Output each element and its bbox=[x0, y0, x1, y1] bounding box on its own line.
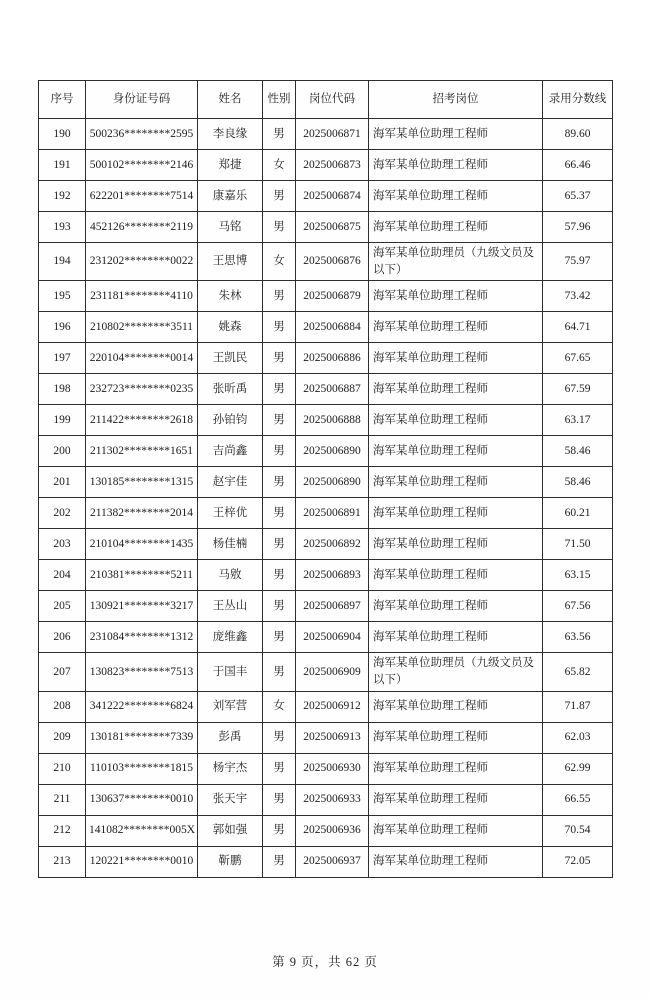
cell-score: 63.17 bbox=[543, 405, 613, 436]
cell-no: 197 bbox=[39, 343, 86, 374]
cell-gender: 男 bbox=[263, 815, 296, 846]
cell-score: 70.54 bbox=[543, 815, 613, 846]
cell-score: 66.46 bbox=[543, 150, 613, 181]
cell-name: 刘军营 bbox=[198, 691, 263, 722]
cell-name: 姚森 bbox=[198, 312, 263, 343]
cell-position: 海军某单位助理工程师 bbox=[369, 529, 543, 560]
cell-no: 210 bbox=[39, 753, 86, 784]
cell-id: 130637********0010 bbox=[86, 784, 198, 815]
column-header-code: 岗位代码 bbox=[296, 81, 369, 119]
cell-position: 海军某单位助理员（九级文员及以下） bbox=[369, 243, 543, 281]
table-row bbox=[39, 529, 613, 560]
cell-position: 海军某单位助理工程师 bbox=[369, 405, 543, 436]
cell-score: 60.21 bbox=[543, 498, 613, 529]
cell-position: 海军某单位助理工程师 bbox=[369, 753, 543, 784]
cell-no: 203 bbox=[39, 529, 86, 560]
cell-no: 196 bbox=[39, 312, 86, 343]
table-row bbox=[39, 212, 613, 243]
table-row bbox=[39, 181, 613, 212]
cell-no: 205 bbox=[39, 591, 86, 622]
cell-gender: 男 bbox=[263, 405, 296, 436]
cell-id: 141082********005X bbox=[86, 815, 198, 846]
cell-name: 杨宇杰 bbox=[198, 753, 263, 784]
cell-name: 靳鹏 bbox=[198, 846, 263, 877]
table-row bbox=[39, 846, 613, 877]
cell-id: 231181********4110 bbox=[86, 281, 198, 312]
cell-id: 120221********0010 bbox=[86, 846, 198, 877]
table-row bbox=[39, 243, 613, 281]
cell-position: 海军某单位助理工程师 bbox=[369, 150, 543, 181]
cell-code: 2025006897 bbox=[296, 591, 369, 622]
table-row bbox=[39, 784, 613, 815]
cell-name: 郑捷 bbox=[198, 150, 263, 181]
cell-position: 海军某单位助理工程师 bbox=[369, 691, 543, 722]
cell-name: 庞维鑫 bbox=[198, 622, 263, 653]
cell-gender: 男 bbox=[263, 560, 296, 591]
cell-score: 67.65 bbox=[543, 343, 613, 374]
table-row bbox=[39, 343, 613, 374]
cell-code: 2025006888 bbox=[296, 405, 369, 436]
cell-id: 211382********2014 bbox=[86, 498, 198, 529]
cell-score: 89.60 bbox=[543, 119, 613, 150]
cell-gender: 男 bbox=[263, 374, 296, 405]
cell-name: 朱林 bbox=[198, 281, 263, 312]
cell-score: 63.15 bbox=[543, 560, 613, 591]
column-header-gender: 性别 bbox=[263, 81, 296, 119]
cell-score: 71.87 bbox=[543, 691, 613, 722]
cell-id: 130921********3217 bbox=[86, 591, 198, 622]
cell-gender: 男 bbox=[263, 212, 296, 243]
table-row bbox=[39, 436, 613, 467]
cell-code: 2025006892 bbox=[296, 529, 369, 560]
cell-code: 2025006937 bbox=[296, 846, 369, 877]
cell-no: 207 bbox=[39, 653, 86, 691]
table-row bbox=[39, 374, 613, 405]
table-row bbox=[39, 498, 613, 529]
cell-id: 210104********1435 bbox=[86, 529, 198, 560]
cell-no: 193 bbox=[39, 212, 86, 243]
cell-code: 2025006904 bbox=[296, 622, 369, 653]
cell-gender: 男 bbox=[263, 653, 296, 691]
cell-gender: 男 bbox=[263, 591, 296, 622]
cell-no: 201 bbox=[39, 467, 86, 498]
cell-code: 2025006909 bbox=[296, 653, 369, 691]
cell-score: 67.59 bbox=[543, 374, 613, 405]
cell-no: 195 bbox=[39, 281, 86, 312]
cell-gender: 男 bbox=[263, 753, 296, 784]
cell-no: 213 bbox=[39, 846, 86, 877]
cell-position: 海军某单位助理工程师 bbox=[369, 212, 543, 243]
cell-position: 海军某单位助理工程师 bbox=[369, 467, 543, 498]
cell-gender: 男 bbox=[263, 281, 296, 312]
cell-gender: 男 bbox=[263, 529, 296, 560]
cell-gender: 男 bbox=[263, 498, 296, 529]
cell-name: 彭禹 bbox=[198, 722, 263, 753]
cell-code: 2025006876 bbox=[296, 243, 369, 281]
page-footer: 第 9 页，共 62 页 bbox=[272, 955, 378, 969]
cell-no: 209 bbox=[39, 722, 86, 753]
table-row bbox=[39, 622, 613, 653]
cell-score: 67.56 bbox=[543, 591, 613, 622]
cell-position: 海军某单位助理工程师 bbox=[369, 784, 543, 815]
cell-gender: 男 bbox=[263, 181, 296, 212]
cell-name: 郭如强 bbox=[198, 815, 263, 846]
cell-score: 58.46 bbox=[543, 467, 613, 498]
cell-gender: 男 bbox=[263, 343, 296, 374]
cell-score: 65.82 bbox=[543, 653, 613, 691]
cell-code: 2025006871 bbox=[296, 119, 369, 150]
cell-name: 杨佳楠 bbox=[198, 529, 263, 560]
cell-score: 63.56 bbox=[543, 622, 613, 653]
cell-code: 2025006886 bbox=[296, 343, 369, 374]
cell-name: 张昕禹 bbox=[198, 374, 263, 405]
cell-code: 2025006884 bbox=[296, 312, 369, 343]
cell-gender: 男 bbox=[263, 784, 296, 815]
cell-no: 199 bbox=[39, 405, 86, 436]
cell-code: 2025006912 bbox=[296, 691, 369, 722]
column-header-score: 录用分数线 bbox=[543, 81, 613, 119]
table-header bbox=[39, 81, 613, 119]
cell-name: 孙铂钧 bbox=[198, 405, 263, 436]
column-header-name: 姓名 bbox=[198, 81, 263, 119]
cell-position: 海军某单位助理工程师 bbox=[369, 622, 543, 653]
cell-id: 622201********7514 bbox=[86, 181, 198, 212]
cell-gender: 男 bbox=[263, 119, 296, 150]
cell-id: 210802********3511 bbox=[86, 312, 198, 343]
cell-score: 57.96 bbox=[543, 212, 613, 243]
cell-gender: 男 bbox=[263, 622, 296, 653]
table-row bbox=[39, 815, 613, 846]
cell-id: 341222********6824 bbox=[86, 691, 198, 722]
table-row bbox=[39, 753, 613, 784]
cell-score: 62.99 bbox=[543, 753, 613, 784]
cell-position: 海军某单位助理工程师 bbox=[369, 591, 543, 622]
cell-code: 2025006936 bbox=[296, 815, 369, 846]
table-body bbox=[39, 119, 613, 878]
cell-id: 130181********7339 bbox=[86, 722, 198, 753]
table-row bbox=[39, 560, 613, 591]
table-row bbox=[39, 722, 613, 753]
cell-no: 211 bbox=[39, 784, 86, 815]
cell-score: 73.42 bbox=[543, 281, 613, 312]
cell-gender: 女 bbox=[263, 150, 296, 181]
cell-code: 2025006887 bbox=[296, 374, 369, 405]
cell-id: 231084********1312 bbox=[86, 622, 198, 653]
cell-score: 58.46 bbox=[543, 436, 613, 467]
cell-name: 于国丰 bbox=[198, 653, 263, 691]
cell-name: 王梓优 bbox=[198, 498, 263, 529]
cell-score: 66.55 bbox=[543, 784, 613, 815]
cell-gender: 男 bbox=[263, 846, 296, 877]
cell-position: 海军某单位助理工程师 bbox=[369, 722, 543, 753]
cell-name: 吉尚鑫 bbox=[198, 436, 263, 467]
cell-position: 海军某单位助理工程师 bbox=[369, 815, 543, 846]
cell-code: 2025006874 bbox=[296, 181, 369, 212]
cell-gender: 男 bbox=[263, 312, 296, 343]
cell-position: 海军某单位助理工程师 bbox=[369, 846, 543, 877]
cell-score: 65.37 bbox=[543, 181, 613, 212]
table-row bbox=[39, 467, 613, 498]
cell-code: 2025006930 bbox=[296, 753, 369, 784]
cell-no: 194 bbox=[39, 243, 86, 281]
cell-id: 210381********5211 bbox=[86, 560, 198, 591]
cell-no: 192 bbox=[39, 181, 86, 212]
cell-name: 张天宇 bbox=[198, 784, 263, 815]
cell-id: 110103********1815 bbox=[86, 753, 198, 784]
table-row bbox=[39, 312, 613, 343]
cell-name: 李良缘 bbox=[198, 119, 263, 150]
cell-id: 130185********1315 bbox=[86, 467, 198, 498]
header-row bbox=[39, 81, 613, 119]
cell-position: 海军某单位助理工程师 bbox=[369, 119, 543, 150]
cell-code: 2025006891 bbox=[296, 498, 369, 529]
cell-gender: 男 bbox=[263, 436, 296, 467]
table-row bbox=[39, 281, 613, 312]
cell-id: 500236********2595 bbox=[86, 119, 198, 150]
table-row bbox=[39, 691, 613, 722]
cell-score: 64.71 bbox=[543, 312, 613, 343]
table-row bbox=[39, 405, 613, 436]
cell-score: 75.97 bbox=[543, 243, 613, 281]
cell-position: 海军某单位助理员（九级文员及以下） bbox=[369, 653, 543, 691]
cell-id: 231202********0022 bbox=[86, 243, 198, 281]
column-header-position: 招考岗位 bbox=[369, 81, 543, 119]
cell-code: 2025006890 bbox=[296, 436, 369, 467]
cell-position: 海军某单位助理工程师 bbox=[369, 436, 543, 467]
column-header-no: 序号 bbox=[39, 81, 86, 119]
cell-position: 海军某单位助理工程师 bbox=[369, 374, 543, 405]
cell-name: 赵宇佳 bbox=[198, 467, 263, 498]
cell-no: 208 bbox=[39, 691, 86, 722]
cell-no: 212 bbox=[39, 815, 86, 846]
cell-no: 206 bbox=[39, 622, 86, 653]
cell-id: 211422********2618 bbox=[86, 405, 198, 436]
table-row bbox=[39, 653, 613, 691]
cell-code: 2025006873 bbox=[296, 150, 369, 181]
cell-code: 2025006879 bbox=[296, 281, 369, 312]
cell-id: 500102********2146 bbox=[86, 150, 198, 181]
cell-score: 71.50 bbox=[543, 529, 613, 560]
cell-id: 130823********7513 bbox=[86, 653, 198, 691]
table-row bbox=[39, 591, 613, 622]
cell-code: 2025006875 bbox=[296, 212, 369, 243]
document-page bbox=[0, 80, 650, 999]
cell-name: 马铭 bbox=[198, 212, 263, 243]
cell-gender: 女 bbox=[263, 243, 296, 281]
cell-no: 202 bbox=[39, 498, 86, 529]
cell-position: 海军某单位助理工程师 bbox=[369, 343, 543, 374]
cell-no: 190 bbox=[39, 119, 86, 150]
cell-code: 2025006913 bbox=[296, 722, 369, 753]
cell-no: 204 bbox=[39, 560, 86, 591]
cell-code: 2025006933 bbox=[296, 784, 369, 815]
recruitment-score-table bbox=[38, 80, 613, 878]
cell-code: 2025006893 bbox=[296, 560, 369, 591]
cell-name: 王思博 bbox=[198, 243, 263, 281]
column-header-id: 身份证号码 bbox=[86, 81, 198, 119]
table-row bbox=[39, 119, 613, 150]
cell-gender: 女 bbox=[263, 691, 296, 722]
cell-position: 海军某单位助理工程师 bbox=[369, 498, 543, 529]
cell-position: 海军某单位助理工程师 bbox=[369, 281, 543, 312]
cell-id: 211302********1651 bbox=[86, 436, 198, 467]
cell-name: 马敫 bbox=[198, 560, 263, 591]
cell-id: 452126********2119 bbox=[86, 212, 198, 243]
cell-no: 191 bbox=[39, 150, 86, 181]
table-row bbox=[39, 150, 613, 181]
cell-score: 62.03 bbox=[543, 722, 613, 753]
cell-name: 王丛山 bbox=[198, 591, 263, 622]
cell-no: 198 bbox=[39, 374, 86, 405]
cell-position: 海军某单位助理工程师 bbox=[369, 312, 543, 343]
cell-position: 海军某单位助理工程师 bbox=[369, 560, 543, 591]
cell-name: 康嘉乐 bbox=[198, 181, 263, 212]
cell-position: 海军某单位助理工程师 bbox=[369, 181, 543, 212]
cell-no: 200 bbox=[39, 436, 86, 467]
cell-score: 72.05 bbox=[543, 846, 613, 877]
cell-id: 232723********0235 bbox=[86, 374, 198, 405]
cell-gender: 男 bbox=[263, 722, 296, 753]
cell-gender: 男 bbox=[263, 467, 296, 498]
cell-code: 2025006890 bbox=[296, 467, 369, 498]
cell-name: 王凯民 bbox=[198, 343, 263, 374]
cell-id: 220104********0014 bbox=[86, 343, 198, 374]
